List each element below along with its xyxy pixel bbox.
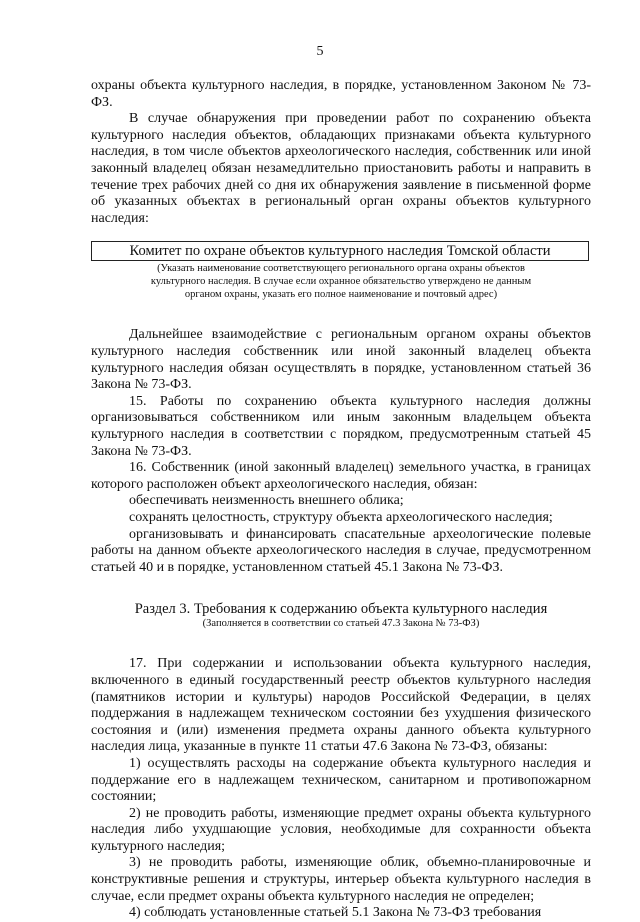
list-item: 1) осуществлять расходы на содержание объекта культурного наследия и поддержание его в надлежащем техническом, санитарном и противопожарном состоянии; (91, 755, 591, 805)
list-item: 2) не проводить работы, изменяющие предмет охраны объекта культурного наследия либо ухудшающие условия, необходимые для сохранности объекта культурного наследия; (91, 805, 591, 854)
list-item: сохранять целостность, структуру объекта археологического наследия; (129, 509, 553, 525)
paragraph-further-interaction: Дальнейшее взаимодействие с региональным органом охраны объектов культурного наследия собственник или иной законный владелец объекта культурного наследия обязан осуществлять в порядке, установленном статьей 36 Закона № 73-ФЗ. (91, 327, 591, 393)
paragraph-discovery-notice: В случае обнаружения при проведении работ по сохранению объекта культурного наследия объектов, обладающих признаками объекта культурного наследия, в том числе объектов археологического наследия, собственник или иной законный владелец обязан незамедлительно приостановить работы и направить в течение трех рабочих дней со дня их обнаружения заявление в письменной форме об указанных объектах в региональный орган охраны объектов культурного наследия: (91, 111, 591, 226)
authority-note (91, 263, 591, 301)
authority-note-line: культурного наследия. В случае если охранное обязательство утверждено не данным (150, 276, 532, 288)
list-item: обеспечивать неизменность внешнего облика; (129, 493, 404, 509)
authority-note-line: органом охраны, указать его полное наименование и почтовый адрес) (184, 288, 498, 300)
page-number: 5 (316, 44, 324, 59)
list-item: 3) не проводить работы, изменяющие облик, объемно-планировочные и конструктивные решения и структуры, интерьер объекта культурного наследия в случае, если предмет охраны объекта культурного наследия не определен; (91, 855, 591, 904)
list-item: 4) соблюдать установленные статьей 5.1 Закона № 73-ФЗ требования (129, 905, 542, 921)
authority-note-line: (Указать наименование соответствующего регионального органа охраны объектов (157, 263, 525, 275)
paragraph-item-17: 17. При содержании и использовании объекта культурного наследия, включенного в единый государственный реестр объектов культурного наследия (памятников истории и культуры) народов Российской Федерации, в целях поддержания в надлежащем техническом состоянии без ухудшения физического состояния и (или) изменения предмета охраны данного объекта культурного наследия лица, указанные в пункте 11 статьи 47.6 Закона № 73-ФЗ, обязаны: (91, 656, 591, 755)
paragraph-item-15: 15. Работы по сохранению объекта культурного наследия должны организовываться собственником или иным законным владельцем объекта культурного наследия в соответствии с порядком, предусмотренным статьей 45 Закона № 73-ФЗ. (91, 393, 591, 459)
paragraph-continuation: охраны объекта культурного наследия, в порядке, установленном Законом № 73-ФЗ. (91, 78, 591, 110)
regional-authority-box: Комитет по охране объектов культурного наследия Томской области (91, 241, 589, 261)
section-3-note: (Заполняется в соответствии со статьей 47.3 Закона № 73-ФЗ) (202, 618, 480, 630)
document-body (91, 78, 591, 922)
paragraph-item-16: 16. Собственник (иной законный владелец) земельного участка, в границах которого расположен объект археологического наследия, обязан: (91, 460, 591, 492)
list-item: организовывать и финансировать спасательные археологические полевые работы на данном объекте археологического наследия в случае, предусмотренном статьей 40 и в порядке, установленном статьей 45.1 Закона № 73-ФЗ. (91, 526, 591, 575)
section-3-title: Раздел 3. Требования к содержанию объекта культурного наследия (134, 601, 548, 618)
